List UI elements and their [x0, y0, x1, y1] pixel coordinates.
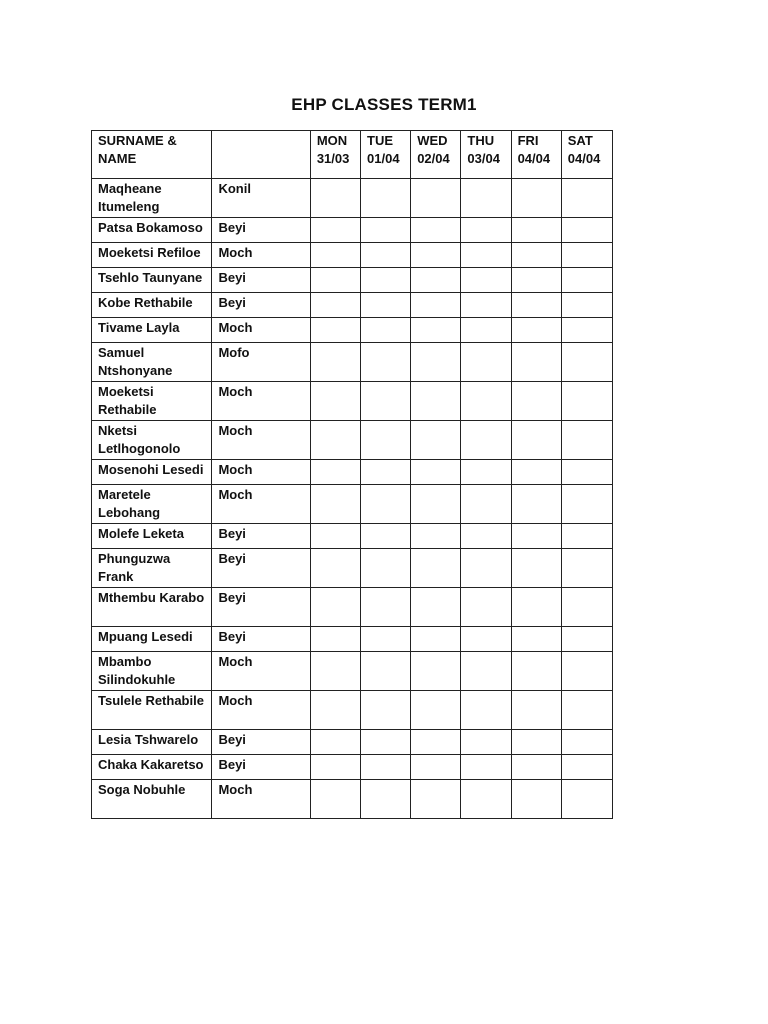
student-group-cell: Konil [212, 179, 310, 218]
attendance-cell-wed [411, 421, 461, 460]
attendance-cell-mon [310, 293, 360, 318]
attendance-cell-thu [461, 243, 511, 268]
student-name-cell: Phunguzwa Frank [92, 549, 212, 588]
table-row [92, 780, 613, 819]
attendance-cell-wed [411, 755, 461, 780]
attendance-cell-wed [411, 524, 461, 549]
student-name-cell: Tsehlo Taunyane [92, 268, 212, 293]
attendance-cell-wed [411, 268, 461, 293]
student-group-cell: Moch [212, 691, 310, 730]
attendance-cell-sat [561, 460, 612, 485]
attendance-cell-thu [461, 691, 511, 730]
attendance-cell-wed [411, 485, 461, 524]
attendance-cell-thu [461, 588, 511, 627]
attendance-cell-mon [310, 421, 360, 460]
attendance-cell-fri [511, 318, 561, 343]
table-row [92, 691, 613, 730]
document-title: EHP CLASSES TERM1 [291, 95, 477, 114]
table-row [92, 218, 613, 243]
attendance-cell-tue [361, 382, 411, 421]
attendance-cell-tue [361, 524, 411, 549]
attendance-cell-sat [561, 627, 612, 652]
student-group-cell: Mofo [212, 343, 310, 382]
student-group-cell: Beyi [212, 627, 310, 652]
attendance-cell-wed [411, 343, 461, 382]
student-group-cell: Beyi [212, 218, 310, 243]
student-name-cell: Molefe Leketa [92, 524, 212, 549]
attendance-cell-sat [561, 218, 612, 243]
student-name-cell: Samuel Ntshonyane [92, 343, 212, 382]
header-day-sat: SAT 04/04 [561, 131, 612, 179]
attendance-cell-fri [511, 421, 561, 460]
attendance-cell-thu [461, 343, 511, 382]
attendance-cell-mon [310, 179, 360, 218]
attendance-cell-fri [511, 485, 561, 524]
attendance-cell-sat [561, 691, 612, 730]
attendance-cell-tue [361, 460, 411, 485]
attendance-cell-thu [461, 218, 511, 243]
attendance-cell-thu [461, 730, 511, 755]
attendance-cell-fri [511, 268, 561, 293]
student-group-cell: Moch [212, 318, 310, 343]
table-row [92, 268, 613, 293]
attendance-cell-sat [561, 588, 612, 627]
student-name-cell: Nketsi Letlhogonolo [92, 421, 212, 460]
attendance-cell-wed [411, 549, 461, 588]
student-name-cell: Mthembu Karabo [92, 588, 212, 627]
student-name-cell: Moeketsi Rethabile [92, 382, 212, 421]
table-row [92, 382, 613, 421]
student-group-cell: Beyi [212, 268, 310, 293]
student-group-cell: Beyi [212, 730, 310, 755]
attendance-cell-sat [561, 524, 612, 549]
attendance-cell-mon [310, 780, 360, 819]
attendance-cell-thu [461, 460, 511, 485]
attendance-cell-mon [310, 730, 360, 755]
attendance-cell-sat [561, 343, 612, 382]
attendance-cell-sat [561, 730, 612, 755]
attendance-cell-tue [361, 549, 411, 588]
attendance-cell-sat [561, 382, 612, 421]
attendance-cell-wed [411, 179, 461, 218]
attendance-cell-sat [561, 179, 612, 218]
student-group-cell: Beyi [212, 293, 310, 318]
table-body [92, 179, 613, 819]
attendance-cell-mon [310, 485, 360, 524]
attendance-cell-mon [310, 218, 360, 243]
attendance-cell-thu [461, 268, 511, 293]
attendance-cell-tue [361, 293, 411, 318]
attendance-cell-sat [561, 243, 612, 268]
student-group-cell: Beyi [212, 755, 310, 780]
attendance-cell-mon [310, 382, 360, 421]
student-group-cell: Beyi [212, 524, 310, 549]
attendance-cell-mon [310, 691, 360, 730]
attendance-cell-thu [461, 780, 511, 819]
attendance-cell-fri [511, 524, 561, 549]
table-row [92, 243, 613, 268]
attendance-cell-mon [310, 318, 360, 343]
attendance-cell-wed [411, 318, 461, 343]
student-group-cell: Moch [212, 243, 310, 268]
attendance-cell-wed [411, 293, 461, 318]
attendance-cell-fri [511, 755, 561, 780]
attendance-cell-fri [511, 343, 561, 382]
attendance-cell-fri [511, 460, 561, 485]
attendance-cell-mon [310, 755, 360, 780]
attendance-cell-wed [411, 652, 461, 691]
header-day-fri: FRI 04/04 [511, 131, 561, 179]
attendance-cell-wed [411, 588, 461, 627]
attendance-cell-fri [511, 730, 561, 755]
attendance-cell-fri [511, 780, 561, 819]
student-group-cell: Beyi [212, 588, 310, 627]
student-name-cell: Mbambo Silindokuhle [92, 652, 212, 691]
header-day-wed: WED 02/04 [411, 131, 461, 179]
attendance-cell-mon [310, 524, 360, 549]
attendance-cell-tue [361, 780, 411, 819]
attendance-cell-thu [461, 652, 511, 691]
table-row [92, 318, 613, 343]
table-row [92, 460, 613, 485]
attendance-cell-mon [310, 588, 360, 627]
table-row [92, 652, 613, 691]
attendance-cell-tue [361, 755, 411, 780]
student-group-cell: Beyi [212, 549, 310, 588]
attendance-cell-fri [511, 691, 561, 730]
attendance-cell-tue [361, 318, 411, 343]
attendance-cell-mon [310, 460, 360, 485]
attendance-cell-wed [411, 627, 461, 652]
attendance-cell-sat [561, 780, 612, 819]
attendance-cell-thu [461, 179, 511, 218]
attendance-cell-tue [361, 343, 411, 382]
attendance-cell-thu [461, 382, 511, 421]
attendance-cell-sat [561, 755, 612, 780]
attendance-cell-fri [511, 627, 561, 652]
attendance-cell-wed [411, 243, 461, 268]
attendance-cell-wed [411, 218, 461, 243]
student-name-cell: Chaka Kakaretso [92, 755, 212, 780]
attendance-cell-tue [361, 588, 411, 627]
header-group-col [212, 131, 310, 179]
table-row [92, 627, 613, 652]
attendance-cell-tue [361, 691, 411, 730]
attendance-cell-fri [511, 179, 561, 218]
table-row [92, 588, 613, 627]
attendance-cell-wed [411, 730, 461, 755]
table-row [92, 549, 613, 588]
attendance-cell-mon [310, 243, 360, 268]
attendance-cell-sat [561, 549, 612, 588]
student-name-cell: Maqheane Itumeleng [92, 179, 212, 218]
attendance-cell-thu [461, 421, 511, 460]
attendance-cell-mon [310, 549, 360, 588]
attendance-cell-sat [561, 268, 612, 293]
attendance-cell-mon [310, 268, 360, 293]
attendance-cell-tue [361, 421, 411, 460]
student-name-cell: Lesia Tshwarelo [92, 730, 212, 755]
attendance-cell-sat [561, 485, 612, 524]
student-name-cell: Tivame Layla [92, 318, 212, 343]
attendance-cell-mon [310, 343, 360, 382]
attendance-cell-fri [511, 652, 561, 691]
student-group-cell: Moch [212, 652, 310, 691]
attendance-table [91, 130, 613, 819]
attendance-cell-wed [411, 691, 461, 730]
table-row [92, 343, 613, 382]
attendance-cell-tue [361, 652, 411, 691]
table-row [92, 730, 613, 755]
attendance-cell-thu [461, 293, 511, 318]
attendance-cell-wed [411, 382, 461, 421]
attendance-cell-tue [361, 268, 411, 293]
attendance-cell-wed [411, 460, 461, 485]
attendance-cell-mon [310, 652, 360, 691]
student-name-cell: Patsa Bokamoso [92, 218, 212, 243]
attendance-cell-fri [511, 243, 561, 268]
student-name-cell: Mosenohi Lesedi [92, 460, 212, 485]
table-row [92, 421, 613, 460]
attendance-cell-fri [511, 218, 561, 243]
attendance-cell-tue [361, 627, 411, 652]
attendance-cell-sat [561, 421, 612, 460]
attendance-cell-thu [461, 318, 511, 343]
student-group-cell: Moch [212, 485, 310, 524]
attendance-cell-tue [361, 730, 411, 755]
attendance-cell-sat [561, 293, 612, 318]
student-name-cell: Soga Nobuhle [92, 780, 212, 819]
student-group-cell: Moch [212, 382, 310, 421]
table-row [92, 293, 613, 318]
attendance-cell-sat [561, 652, 612, 691]
student-name-cell: Tsulele Rethabile [92, 691, 212, 730]
table-header-row [92, 131, 613, 179]
attendance-cell-mon [310, 627, 360, 652]
attendance-cell-thu [461, 524, 511, 549]
table-row [92, 755, 613, 780]
student-name-cell: Mpuang Lesedi [92, 627, 212, 652]
attendance-cell-thu [461, 485, 511, 524]
table-row [92, 524, 613, 549]
header-day-tue: TUE 01/04 [361, 131, 411, 179]
header-name-col: SURNAME & NAME [92, 131, 212, 179]
attendance-cell-fri [511, 382, 561, 421]
student-group-cell: Moch [212, 421, 310, 460]
attendance-cell-fri [511, 293, 561, 318]
attendance-cell-tue [361, 243, 411, 268]
attendance-cell-fri [511, 588, 561, 627]
attendance-cell-tue [361, 179, 411, 218]
attendance-cell-tue [361, 218, 411, 243]
student-name-cell: Kobe Rethabile [92, 293, 212, 318]
header-day-mon: MON 31/03 [310, 131, 360, 179]
table-row [92, 485, 613, 524]
attendance-cell-thu [461, 549, 511, 588]
header-day-thu: THU 03/04 [461, 131, 511, 179]
student-group-cell: Moch [212, 780, 310, 819]
table-row [92, 179, 613, 218]
attendance-cell-tue [361, 485, 411, 524]
student-name-cell: Moeketsi Refiloe [92, 243, 212, 268]
student-group-cell: Moch [212, 460, 310, 485]
attendance-cell-fri [511, 549, 561, 588]
attendance-cell-thu [461, 627, 511, 652]
attendance-cell-wed [411, 780, 461, 819]
attendance-cell-thu [461, 755, 511, 780]
student-name-cell: Maretele Lebohang [92, 485, 212, 524]
attendance-cell-sat [561, 318, 612, 343]
